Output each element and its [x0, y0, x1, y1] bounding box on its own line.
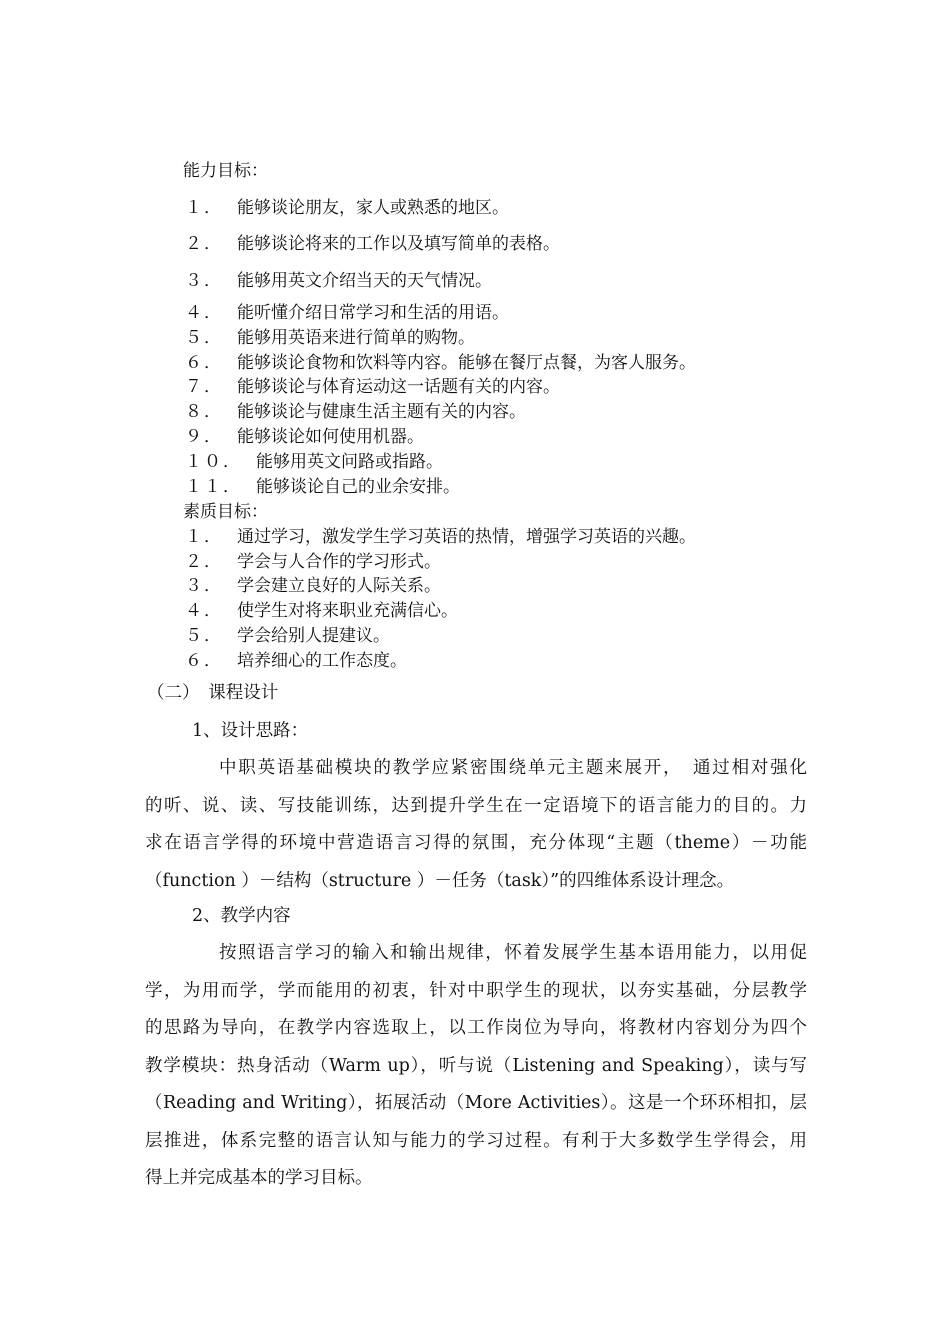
content-paragraph: [145, 935, 807, 1198]
ability-item-5: [185, 327, 475, 349]
item-text: 能够谈论自己的业余安排。: [256, 477, 460, 497]
quality-heading: 素质目标：: [183, 502, 268, 522]
item-number: ３．: [185, 576, 223, 596]
item-text: 通过学习，激发学生学习英语的热情，增强学习英语的兴趣。: [237, 527, 696, 547]
item-number: ６．: [185, 353, 223, 373]
item-text: 能够谈论与健康生活主题有关的内容。: [237, 402, 526, 422]
item-text: 使学生对将来职业充满信心。: [237, 601, 458, 621]
section-heading: （二） 课程设计: [147, 683, 279, 703]
paragraph-line: 中职英语基础模块的教学应紧密围绕单元主题来展开， 通过相对强化: [219, 758, 807, 778]
paragraph-line: 教学模块：热身活动（Warm up），听与说（Listening and Speaking），读与写: [145, 1055, 807, 1076]
paragraph-line: （Reading and Writing），拓展活动（More Activities）。这是一个环环相扣，层: [145, 1093, 807, 1113]
ability-item-6: [185, 352, 696, 374]
paragraph-line: 学，为用而学，学而能用的初衷，针对中职学生的现状，以夯实基础，分层教学: [145, 980, 807, 1001]
paragraph-line: 层推进，体系完整的语言认知与能力的学习过程。有利于大多数学生学得会，用: [145, 1130, 807, 1151]
subsection-heading-design: 1、设计思路：: [192, 721, 309, 741]
item-text: 培养细心的工作态度。: [237, 651, 407, 671]
paragraph-line: 的听、说、读、写技能训练，达到提升学生在一定语境下的语言能力的目的。力: [145, 795, 807, 816]
paragraph-line: （function ）－结构（structure ）－任务（task）”的四维体系设计理念。: [145, 870, 735, 891]
item-number: ６．: [185, 651, 223, 671]
item-number: ５．: [185, 328, 223, 348]
ability-item-11: [185, 476, 460, 498]
item-number: ２．: [185, 234, 223, 254]
quality-item-4: [185, 600, 458, 622]
subsection-heading-content: 2、教学内容: [192, 906, 291, 926]
item-number: ５．: [185, 626, 223, 646]
ability-item-9: [185, 426, 424, 448]
item-text: 学会与人合作的学习形式。: [237, 552, 441, 572]
item-text: 能够谈论朋友，家人或熟悉的地区。: [237, 198, 509, 218]
item-text: 学会给别人提建议。: [237, 626, 390, 646]
ability-item-8: [185, 401, 526, 423]
ability-item-4: [185, 302, 509, 324]
quality-item-2: [185, 551, 441, 573]
design-paragraph: [145, 750, 807, 900]
item-text: 能够谈论如何使用机器。: [237, 427, 424, 447]
item-number: １．: [185, 198, 223, 218]
item-number: ３．: [185, 271, 223, 291]
ability-item-10: [185, 451, 443, 473]
item-number: １．: [185, 527, 223, 547]
quality-item-1: [185, 526, 696, 548]
paragraph-line: 按照语言学习的输入和输出规律，怀着发展学生基本语用能力，以用促: [219, 943, 807, 963]
item-number: １１．: [185, 477, 242, 497]
paragraph-line: 的思路为导向，在教学内容选取上，以工作岗位为导向，将教材内容划分为四个: [145, 1018, 807, 1038]
ability-heading: 能力目标：: [183, 161, 268, 181]
item-text: 能够谈论将来的工作以及填写简单的表格。: [237, 234, 560, 254]
quality-item-3: [185, 575, 441, 597]
item-text: 能够用英语来进行简单的购物。: [237, 328, 475, 348]
item-number: ４．: [185, 303, 223, 323]
item-number: ４．: [185, 601, 223, 621]
quality-item-6: [185, 650, 407, 672]
paragraph-line: 求在语言学得的环境中营造语言习得的氛围，充分体现“主题（theme）－功能: [145, 833, 807, 853]
paragraph-line: 得上并完成基本的学习目标。: [145, 1168, 373, 1188]
item-text: 学会建立良好的人际关系。: [237, 576, 441, 596]
ability-item-3: [185, 270, 492, 292]
item-number: ８．: [185, 402, 223, 422]
item-text: 能够用英文问路或指路。: [256, 452, 443, 472]
item-text: 能够谈论食物和饮料等内容。能够在餐厅点餐，为客人服务。: [237, 353, 696, 373]
ability-item-7: [185, 376, 560, 398]
item-number: ９．: [185, 427, 223, 447]
item-text: 能够谈论与体育运动这一话题有关的内容。: [237, 377, 560, 397]
item-text: 能听懂介绍日常学习和生活的用语。: [237, 303, 509, 323]
item-number: ２．: [185, 552, 223, 572]
ability-item-1: [185, 197, 509, 219]
item-number: １０．: [185, 452, 242, 472]
item-text: 能够用英文介绍当天的天气情况。: [237, 271, 492, 291]
item-number: ７．: [185, 377, 223, 397]
quality-item-5: [185, 625, 390, 647]
ability-item-2: [185, 233, 560, 255]
